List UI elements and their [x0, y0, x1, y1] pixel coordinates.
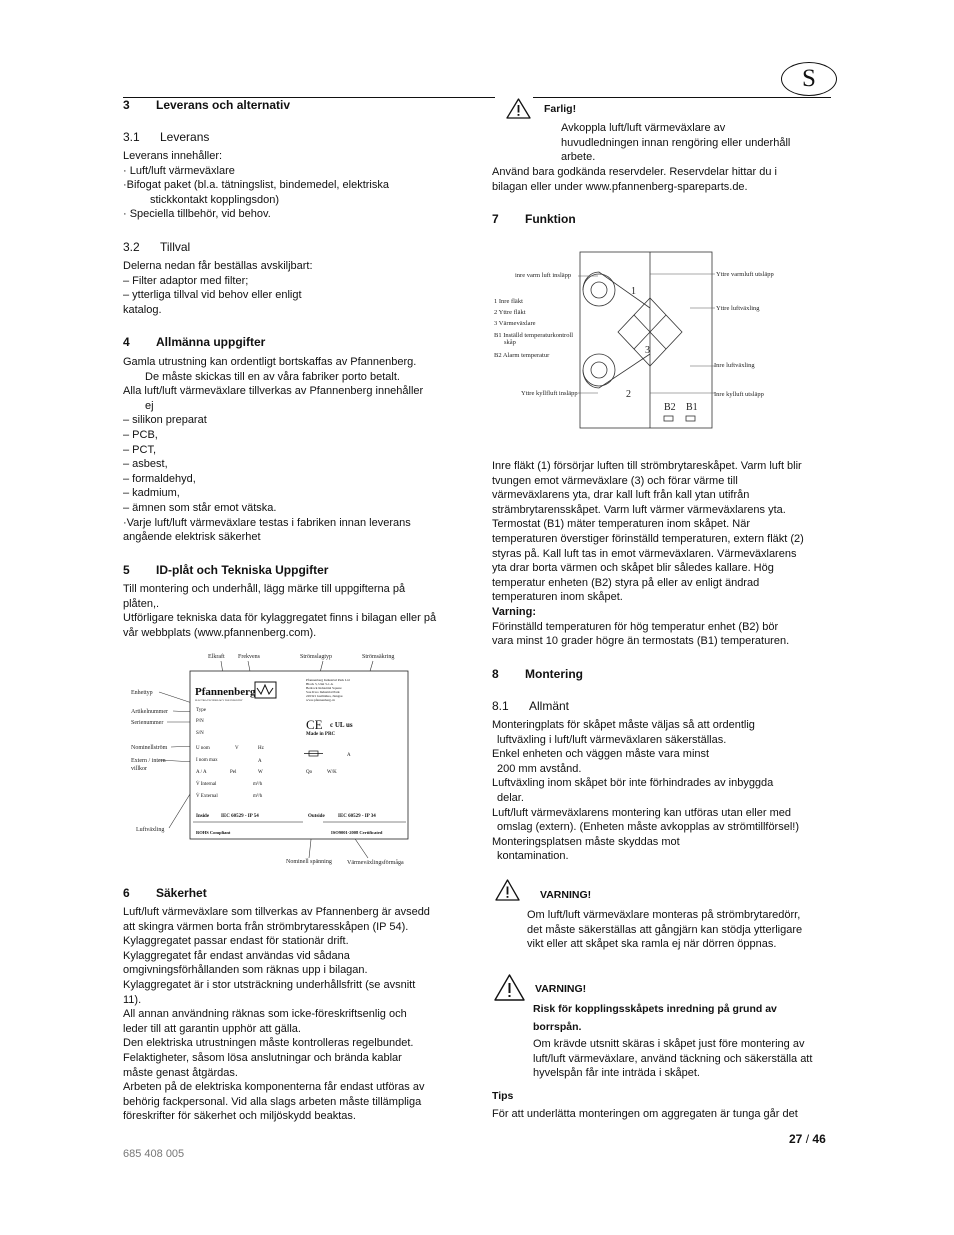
- danger-title: Farlig!: [544, 103, 577, 115]
- plate-rohs: ROHS Compliant: [196, 830, 231, 835]
- warning-2-subtitle-1: Risk för kopplingsskåpets inredning på grund av: [533, 1003, 777, 1015]
- plate-field-qo: Qo: [306, 770, 313, 775]
- label-1: 1 Inre fläkt: [494, 298, 523, 305]
- language-badge: [781, 62, 837, 96]
- plate-inside: Inside: [196, 814, 210, 819]
- plate-address-4: Sou Kwo Industrial Park: [306, 690, 340, 694]
- plate-field-pel: Pel: [230, 770, 237, 775]
- warning-2-body: Om krävde utsnitt skäras i skåpet just före montering av luft/luft värmeväxlare, använd täckning och säkerställa att hyvelspån får inte inträda i skåpet.: [533, 1038, 813, 1080]
- section-5-heading: 5 ID-plåt och Tekniska Uppgifter: [123, 563, 329, 577]
- plate-fuse-a: A: [347, 753, 351, 758]
- plate-field-hz: Hz: [258, 746, 264, 751]
- plate-address-1: Pfannenberg Industrial Park Ltd: [306, 678, 350, 682]
- section-3-2-heading: 3.2 Tillval: [123, 240, 191, 254]
- plate-inside-std: IEC 60529 - IP 54: [221, 814, 259, 819]
- danger-icon: [505, 97, 532, 120]
- plate-label-villkor: villkor: [131, 766, 147, 772]
- sensor-b2-box: [664, 416, 673, 421]
- section-8-heading: 8 Montering: [492, 667, 583, 681]
- plate-brand: Pfannenberg: [195, 686, 256, 698]
- plate-made-in: Made in PRC: [306, 732, 336, 737]
- plate-address-5: 245321 Guilinhua, Jiangsu: [306, 694, 343, 698]
- sensor-b1-box: [686, 416, 695, 421]
- plate-label-frekvens: Frekvens: [238, 654, 260, 660]
- tips-body: För att underlätta monteringen om aggregaten är tunga går det: [492, 1108, 798, 1120]
- section-3-1-heading: 3.1 Leverans: [123, 130, 210, 144]
- header-rule-right: [533, 97, 831, 98]
- section-4-heading: 4 Allmänna uppgifter: [123, 335, 266, 349]
- label-inre-vaxling: Inre luftväxling: [714, 362, 755, 369]
- number-2: 2: [626, 389, 631, 400]
- label-b1-sensor: B1: [686, 402, 698, 413]
- warning-icon-2: [493, 973, 526, 1002]
- page-number: 27 / 46: [789, 1132, 826, 1146]
- section-3-heading: 3 Leverans och alternativ: [123, 98, 291, 112]
- function-diagram: [490, 250, 790, 432]
- warning-2-subtitle-2: borrspån.: [533, 1021, 582, 1033]
- label-2: 2 Yttre fläkt: [494, 309, 526, 316]
- label-b2-sensor: B2: [664, 402, 676, 413]
- section-7-body: Inre fläkt (1) försörjar luften till strömbrytareskåpet. Varm luft blir tvungen emot värmeväxlare (3) och förar värme till värmeväxlarens yta, drar kall luft från kall ytan utifrån strämbrytarensskåpet. Varm luft värmer värmeväxlarens yta. Termostat (B1) mäter temperaturen inom skåpet. När temperaturen överstiger förinställd temperaturen, extern fläkt (2) styras på. Kall luft tas in emot värmeväxlaren. Värmeväxlarens yta drar borta värmen och skåpet blir således kallare. Hög temperatur enheten (B2) styra på eller av enligt ändrad temperaturen inom skåpet. Varning: Förinställd temperaturen för hög temperatur enhet (B2) bör vara minst 10 grader högre än termostats (B1) temperaturen.: [492, 459, 837, 649]
- spare-parts-body: Använd bara godkända reservdeler. Reservdelar hittar du i bilagan eller under www.pfannenberg-spareparts.de.: [492, 166, 777, 193]
- danger-body: Avkoppla luft/luft värmeväxlare av huvudledningen innan rengöring eller underhåll arbete.: [561, 122, 791, 164]
- plate-field-a: A: [258, 759, 262, 764]
- fan-2-inner: [591, 362, 607, 378]
- section-6-heading: 6 Säkerhet: [123, 886, 207, 900]
- plate-iso: ISO9001-2008 Certificated: [331, 830, 383, 835]
- section-8-1-heading: 8.1 Allmänt: [492, 699, 570, 713]
- section-6-body: Luft/luft värmeväxlare som tillverkas av Pfannenberg är avsedd att skingra värmen borta från strömbrytaresskåpen (IP 54). Kylaggregatet passar endast för stationär drift. Kylaggregatet får endast användas vid sådana omgivningsförhållanden som räknas upp i bilagan. Kylaggregatet är i stor utsträckning underhållsfritt (se avsnitt 11). All annan användning räknas som icke-föreskriftsenlig och leder till att garantin upphör att gälla. Den elektriska utrustningen måste kontrolleras regelbundet. Felaktigheter, såsom lösa anslutningar och brända kablar måste genast åtgärdas. Arbeten på de elektriska komponenterna får endast utföras av behörig fackpersonal. Vid alla slags arbeten måste tillämpliga föreskrifter för säkerhet och miljöskydd beaktas.: [123, 906, 430, 1123]
- plate-label-artikel: Artikelnummer: [131, 709, 168, 715]
- label-inre-kyl: Inre kylluft utsläpp: [714, 391, 764, 398]
- plate-label-formaga: Värmeväxlingsförmåga: [347, 860, 404, 866]
- number-1: 1: [631, 286, 636, 297]
- plate-address-2: Block 5, Unit 5-1-G: [306, 682, 334, 686]
- label-b1a: B1 Inställd temperaturkontroll: [494, 332, 574, 339]
- plate-field-a2: A / A: [196, 770, 207, 775]
- fan-1-inner: [591, 282, 607, 298]
- label-inre-varm: inre varm luft insläpp: [515, 272, 572, 279]
- warning-icon-1: [494, 878, 521, 902]
- section-4-body: Gamla utrustning kan ordentligt bortskaffas av Pfannenberg. De måste skickas till en av våra fabriker porto betalt. Alla luft/luft värmeväxlare tillverkas av Pfannenberg innehåller ej – silikon preparat – PCB, – PCT, – asbest, – formaldehyd, – kadmium, – ämnen som står emot vätska. ·Varje luft/luft värmeväxlare testas i fabriken innan leverans angående elektrisk säkerhet: [123, 356, 424, 544]
- warning-1-title: VARNING!: [540, 889, 592, 901]
- plate-ul-mark: c UL us: [330, 721, 353, 729]
- plate-field-v: V: [235, 746, 239, 751]
- section-8-1-body: Monteringplats för skåpet måste väljas så att ordentlig luftväxling i luft/luft värmeväxlaren säkerställas. Enkel enheten och väggen måste vara minst 200 mm avstånd. Luftväxling inom skåpet bör inte förhindrades av inbyggda delar. Luft/luft värmeväxlarens montering kan utföras utan eller med omslag (extern). (Enheten måste avkopplas av strömtillförsel!) Monteringsplatsen måste skyddas mot kontamination.: [492, 719, 800, 863]
- plate-outside: Outside: [308, 814, 325, 819]
- label-ytre-vaxling: Yttre luftväxling: [716, 305, 760, 312]
- plate-field-vext: V̇ External: [196, 794, 218, 799]
- plate-ce-mark: CE: [306, 717, 323, 732]
- plate-field-inommax: I nom max: [196, 758, 218, 763]
- plate-label-enhettyp: Enhettyp: [131, 690, 153, 696]
- warning-2-title: VARNING!: [535, 983, 587, 995]
- plate-label-nom-spanning: Nominell spänning: [286, 859, 332, 865]
- varning-label: Varning:: [492, 605, 537, 618]
- label-ytre-kyl: Yttre kyllfluft insläpp: [521, 390, 578, 397]
- fan-2-outer: [583, 354, 615, 386]
- language-badge-letter: S: [802, 65, 816, 92]
- label-b2: B2 Alarm temperatur: [494, 352, 550, 359]
- section-7-heading: 7 Funktion: [492, 212, 576, 226]
- plate-address-6: www.pfannenberg.cn: [306, 698, 335, 702]
- plate-label-extern: Extern / intern: [131, 758, 166, 764]
- plate-label-serie: Serienummer: [131, 720, 164, 726]
- number-3: 3: [645, 345, 650, 356]
- plate-field-sn: S/N: [196, 731, 204, 736]
- plate-field-unom: U nom: [196, 746, 210, 751]
- plate-field-wk: W/K: [327, 770, 337, 775]
- section-3-1-body: Leverans innehåller: · Luft/luft värmeväxlare ·Bifogat paket (bl.a. tätningslist, bindemedel, elektriska stickkontakt kopplingsdon) · Speciella tillbehör, vid behov.: [123, 150, 389, 221]
- plate-tagline: ELECTRO-TECHNOLOGY FOR INDUSTRY: [195, 699, 243, 702]
- section-5-body: Till montering och underhåll, lägg märke till uppgifterna på plåten,. Utförligare tekniska data för kylaggregatet finns i bilagan eller på vår webbplats (www.pfannenberg.com).: [123, 583, 437, 639]
- label-b1b: skåp: [504, 339, 516, 346]
- id-plate-figure: [123, 646, 423, 868]
- plate-label-luftvaxling: Luftväxling: [136, 827, 165, 833]
- plate-field-w: W: [258, 770, 263, 775]
- plate-label-stromsakring: Strömsäkring: [362, 654, 395, 660]
- document-number: 685 408 005: [123, 1148, 185, 1160]
- plate-field-type: Type: [196, 708, 206, 713]
- plate-label-elkraft: Elkraft: [208, 654, 225, 660]
- plate-address-3: Bedrock Industrial Square: [306, 686, 342, 690]
- plate-field-m3h2: m³/h: [253, 794, 263, 799]
- fan-1-outer: [583, 274, 615, 306]
- plate-field-pn: P/N: [196, 719, 204, 724]
- plate-label-nominell: Nominellström: [131, 745, 168, 751]
- section-3-2-body: Delerna nedan får beställas avskiljbart: – Filter adaptor med filter; – ytterliga tillval vid behov eller enligt katalog.: [123, 260, 313, 316]
- tips-label: Tips: [492, 1090, 514, 1102]
- plate-field-vint: V̇ Internal: [196, 782, 217, 787]
- plate-field-m3h: m³/h: [253, 782, 263, 787]
- label-ytre-varm: Yttre varmluft utsläpp: [716, 271, 774, 278]
- plate-label-stromslag: Strömslagtyp: [300, 654, 333, 660]
- label-3: 3 Värmeväxlare: [494, 320, 536, 327]
- plate-outside-std: IEC 60529 - IP 34: [338, 814, 376, 819]
- warning-1-body: Om luft/luft värmeväxlare monteras på strömbrytaredörr, det måste säkerställas att gångjärn kan stödja ytterligare vikt eller att skåpet ska ramla ej när dörren öppnas.: [527, 909, 803, 951]
